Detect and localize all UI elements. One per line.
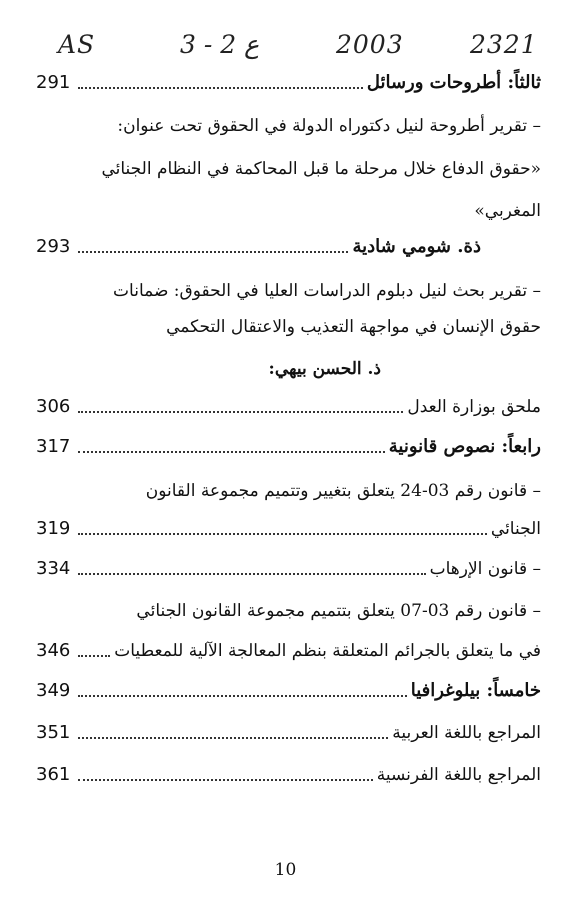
thesis-1-line-3: المغربي» [474, 201, 541, 221]
entry-title: ملحق بوزارة العدل [407, 397, 541, 417]
thesis-1-line-1: – تقرير أطروحة لنيل دكتوراه الدولة في الحقوق تحت عنوان: [117, 116, 541, 136]
thesis-1-line-2: «حقوق الدفاع خلال مرحلة ما قبل المحاكمة في النظام الجنائي [101, 159, 541, 179]
entry-title: الجنائي [490, 519, 541, 539]
handwritten-note-1: AS [58, 30, 96, 59]
entry-title: – قانون الإرهاب [429, 559, 541, 579]
dot-leader [78, 694, 406, 697]
toc-entry-refs-ar [36, 722, 541, 744]
entry-title: في ما يتعلق بالجرائم المتعلقة بنظم المعالجة الآلية للمعطيات [114, 641, 541, 661]
section-title: رابعاً: نصوص قانونية [388, 436, 541, 457]
dot-leader [78, 250, 348, 253]
page-ref: 291 [36, 72, 71, 93]
handwritten-note-3: 2003 [336, 30, 404, 59]
law-1-line-1: – قانون رقم 03-24 يتعلق بتغيير وتتميم مجموعة القانون [145, 481, 541, 501]
dot-leader [78, 410, 403, 413]
page-ref: 361 [36, 764, 71, 785]
dot-leader [78, 532, 487, 535]
dot-leader [78, 654, 110, 657]
page-ref: 317 [36, 436, 71, 457]
toc-entry-third [36, 72, 541, 94]
toc-entry-fourth [36, 436, 541, 458]
toc-entry-refs-fr [36, 764, 541, 786]
page-ref: 306 [36, 396, 71, 417]
law-3-line-1: – قانون رقم 03-07 يتعلق بتتميم مجموعة القانون الجنائي [136, 601, 541, 621]
section-title: ثالثاً: أطروحات ورسائل [366, 72, 541, 93]
author-name: ذة. شومي شادية [352, 236, 481, 257]
toc-entry-author-1 [36, 236, 541, 258]
page-number: 10 [274, 860, 297, 880]
dot-leader [78, 86, 362, 89]
thesis-2-line-2: حقوق الإنسان في مواجهة التعذيب والاعتقال التحكمي [166, 317, 541, 337]
toc-entry-appendix [36, 396, 541, 418]
dot-leader [78, 736, 388, 739]
handwritten-note-4: 2321 [470, 30, 538, 59]
entry-title: المراجع باللغة العربية [392, 723, 541, 743]
page-ref: 334 [36, 558, 71, 579]
dot-leader [78, 778, 372, 781]
page-ref: 346 [36, 640, 71, 661]
dot-leader [78, 450, 384, 453]
entry-title: المراجع باللغة الفرنسية [376, 765, 541, 785]
section-title: خامساً: بيلوغرافيا [410, 680, 541, 701]
toc-entry-law-1 [36, 518, 541, 540]
handwritten-note-2: 3 - 2 ع [180, 30, 260, 59]
page-ref: 293 [36, 236, 71, 257]
page-ref: 319 [36, 518, 71, 539]
page-ref: 351 [36, 722, 71, 743]
toc-entry-fifth [36, 680, 541, 702]
toc-entry-law-2 [36, 558, 541, 580]
author-2-name: ذ. الحسن بيهي: [268, 359, 381, 379]
dot-leader [78, 572, 425, 575]
thesis-2-line-1: – تقرير بحث لنيل دبلوم الدراسات العليا في الحقوق: ضمانات [113, 281, 541, 301]
page-ref: 349 [36, 680, 71, 701]
toc-entry-law-3 [36, 640, 541, 662]
